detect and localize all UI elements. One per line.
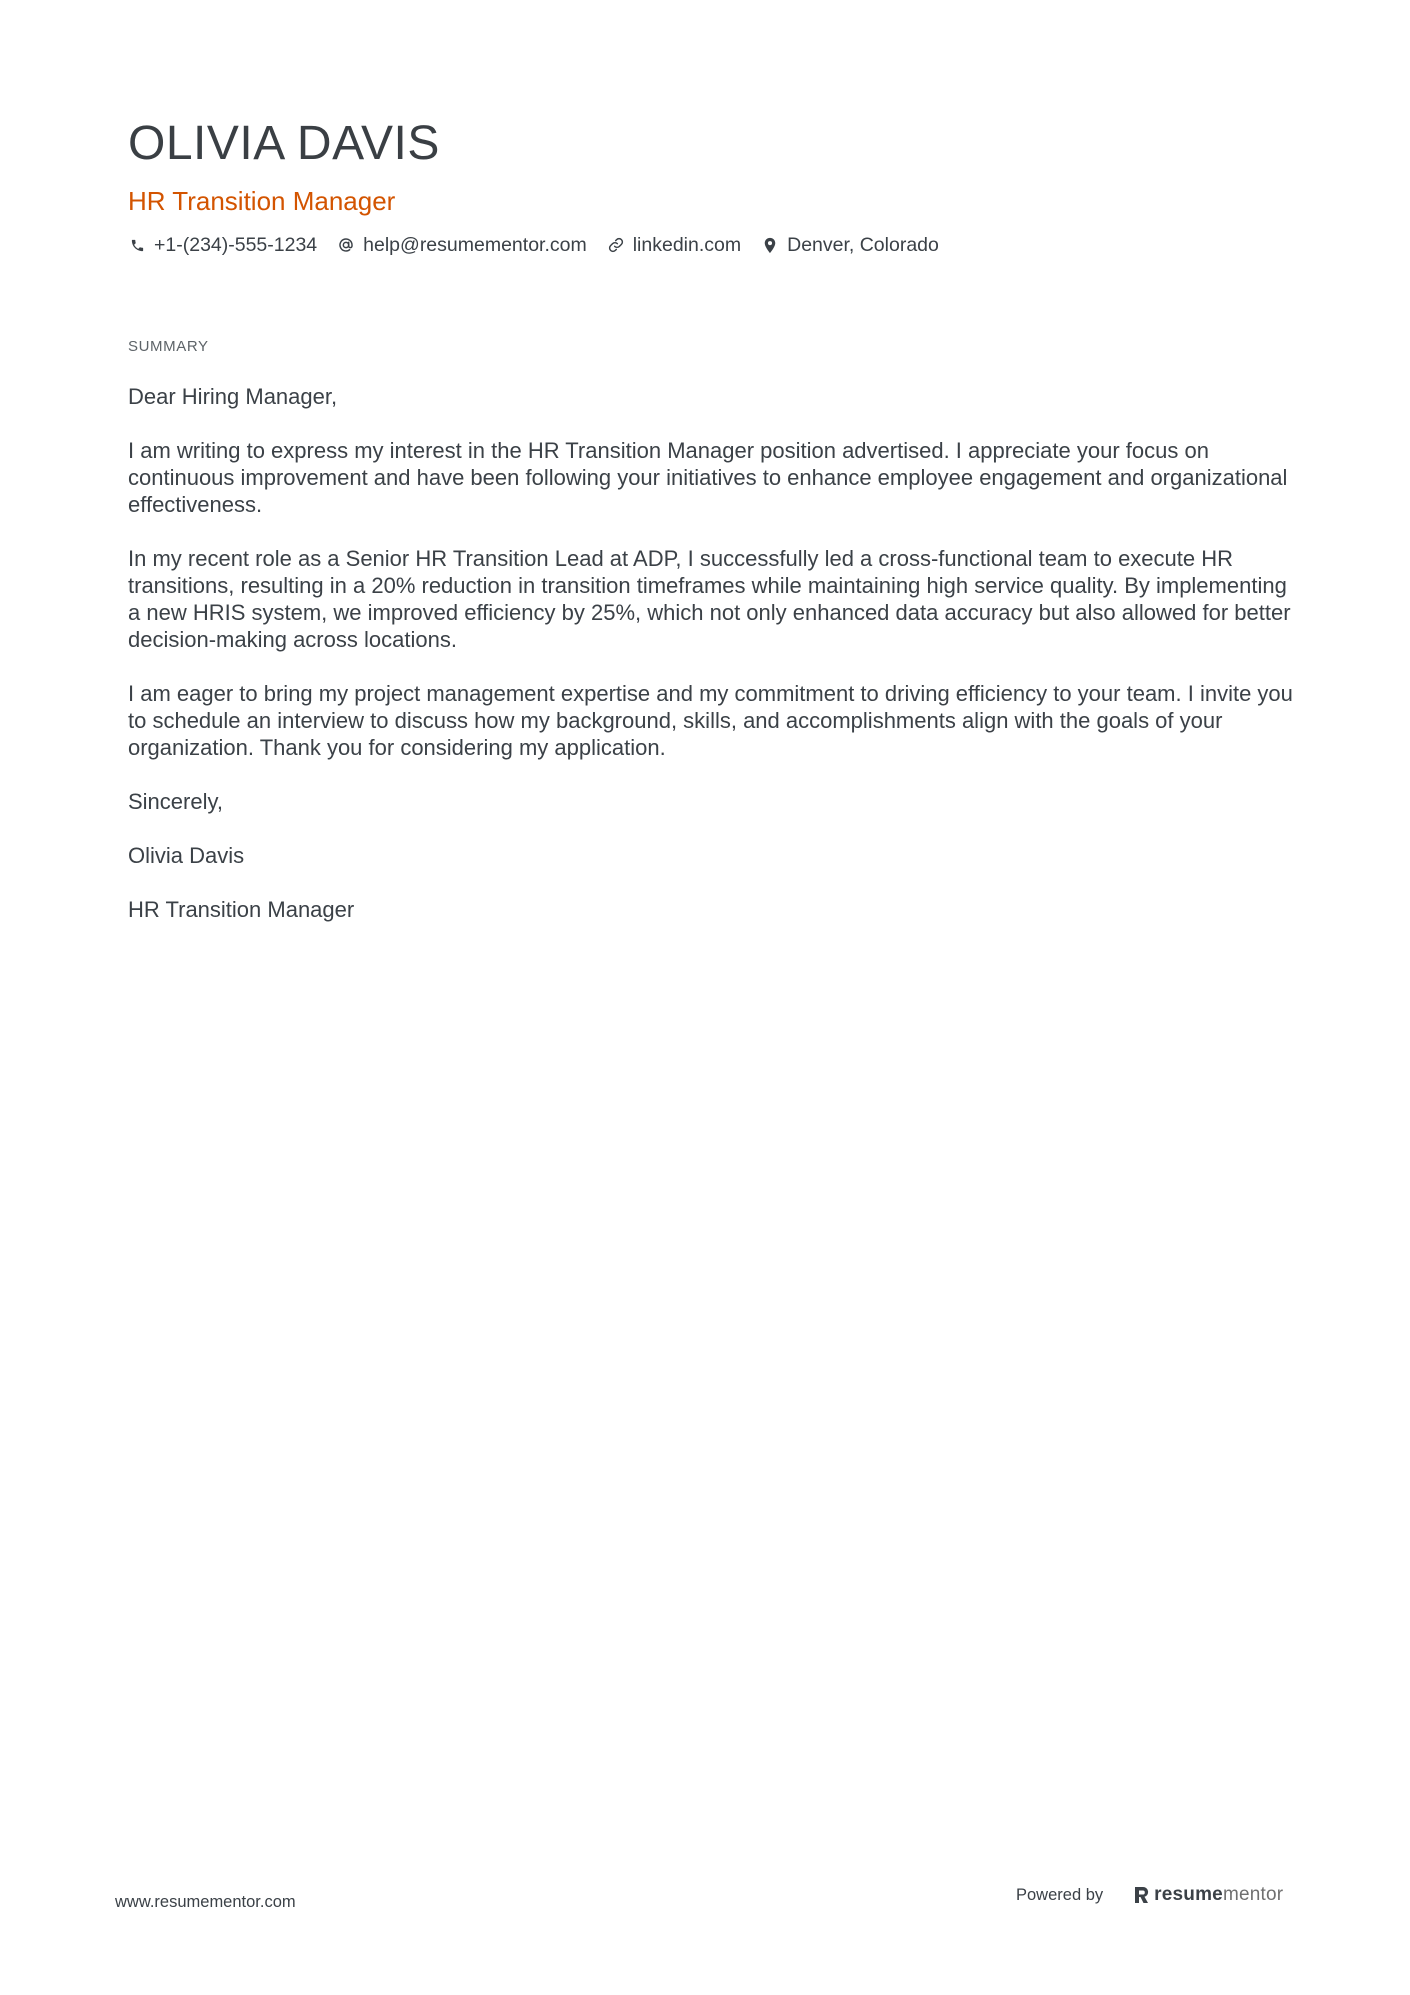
contact-linkedin-text[interactable]: linkedin.com [632,234,742,256]
location-pin-icon [761,236,779,254]
brand-wordmark-bold: resume [1154,1884,1223,1905]
candidate-name: OLIVIA DAVIS [128,117,440,170]
resumementor-logo-icon [1133,1885,1149,1905]
job-title: HR Transition Manager [128,186,396,216]
phone-icon [128,236,146,254]
signature-title: HR Transition Manager [128,897,355,922]
contact-bar [128,232,1288,258]
section-heading-summary: SUMMARY [128,338,209,355]
letter-closing: Sincerely, [128,789,223,814]
contact-phone-text: +1-(234)-555-1234 [154,234,318,256]
powered-by-label: Powered by [1016,1885,1104,1904]
link-icon [607,236,625,254]
letter-paragraph: I am eager to bring my project management expertise and my commitment to driving efficiency to your team. I invite you to schedule an interview to discuss how my background, skills, and accomplishments align with the goals of your organization. Thank you for considering my application. [128,681,1293,760]
contact-location-text: Denver, Colorado [787,234,939,256]
at-icon [337,236,355,254]
contact-email[interactable] [337,232,587,258]
brand-wordmark [1154,1884,1283,1906]
letter-greeting: Dear Hiring Manager, [128,384,338,409]
brand-wordmark-light: mentor [1222,1884,1284,1905]
header [128,112,1288,258]
signature-name: Olivia Davis [128,843,245,868]
brand-logo[interactable] [1133,1884,1283,1906]
contact-phone [128,232,317,258]
footer-branding [1016,1884,1283,1906]
contact-location [761,232,939,258]
contact-linkedin[interactable] [607,232,741,258]
letter-paragraph: I am writing to express my interest in the HR Transition Manager position advertised. I appreciate your focus on continuous improvement and have been following your initiatives to enhance employee engagement and organizational effectiveness. [128,438,1288,517]
letter-paragraph: In my recent role as a Senior HR Transition Lead at ADP, I successfully led a cross-functional team to execute HR transitions, resulting in a 20% reduction in transition timeframes while maintaining high service quality. By implementing a new HRIS system, we improved efficiency by 25%, which not only enhanced data accuracy but also allowed for better decision-making across locations. [128,546,1291,652]
footer-website[interactable]: www.resumementor.com [115,1893,296,1911]
letter-body [128,383,1298,950]
contact-email-text[interactable]: help@resumementor.com [363,234,587,256]
